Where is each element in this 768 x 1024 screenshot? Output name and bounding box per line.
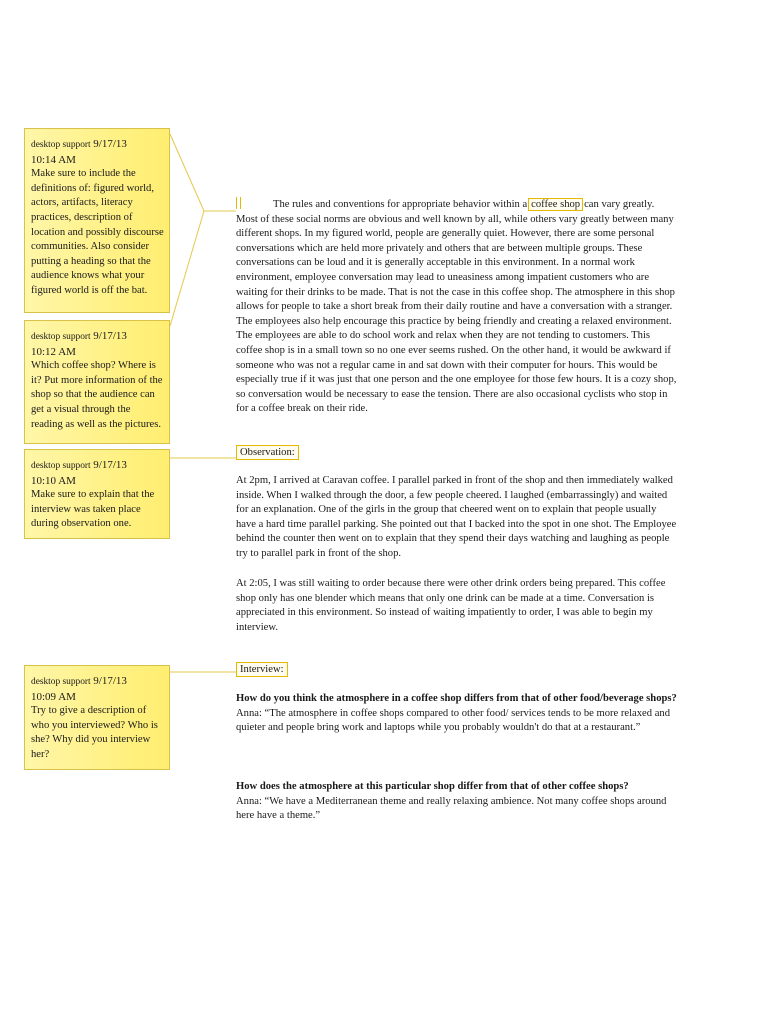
comment-header: [31, 458, 164, 474]
comment-connector-1: [170, 134, 236, 211]
comment-anchor-marker: [236, 197, 241, 209]
comment-time: 10:14 AM: [31, 153, 76, 166]
comment-text: Try to give a description of who you interviewed? Who is she? Why did you interview her?: [31, 705, 158, 760]
comment-date: 9/17/13: [93, 138, 127, 150]
comment-header: [31, 329, 164, 345]
comment-balloon[interactable]: [24, 320, 170, 444]
highlighted-text[interactable]: coffee shop: [528, 198, 583, 211]
intro-text-after: can vary greatly. Most of these social norms are obvious and well known by all, while others vary greatly between many different shops. In my figured world, people are generally quiet. However, there are some personal conversations which are held more privately and others that are between multiple groups. These conversations can be loud and it is generally acceptable in this environment. In a normal work environment, employee conversation may lead to uneasiness among impatient customers who are waiting for their drinks to be made. That is not the case in this coffee shop. The atmosphere in this shop allows for people to take a short break from their daily routine and have a conversation with a stranger. The employees also help encourage this practice by being friendly and creating a relaxed environment. The employees are able to do school work and relax when they are not tending to customers. This coffee shop is in a small town so no one ever seems rushed. On the other hand, it would be awkward if someone who was not a regular came in and sat down with their computer for hours. This would be especially true if it was just that one person and the one employee for those few hours. It is a cozy shop, so conversation would be necessary to ease the tension. There are also occasional cyclists who stop in for a coffee break on their ride.: [236, 199, 677, 415]
interview-answer: Anna: “We have a Mediterranean theme and really relaxing ambience. Not many coffee shops around here have a theme.”: [236, 795, 667, 822]
observation-paragraph-2: At 2:05, I was still waiting to order because there were other drink orders being prepared. This coffee shop only has one blender which means that only one drink can be made at a time. Conversation is appreciated in this environment. So instead of waiting impatiently to order, I was able to begin my interview.: [236, 578, 666, 633]
interview-heading[interactable]: Interview:: [236, 662, 288, 677]
comment-text: Make sure to explain that the interview was taken place during observation one.: [31, 489, 155, 530]
comment-time: 10:12 AM: [31, 345, 76, 358]
comment-time: 10:09 AM: [31, 690, 76, 703]
comment-header: [31, 674, 164, 690]
comment-date: 9/17/13: [93, 330, 127, 342]
comment-author: desktop support: [31, 140, 91, 150]
interview-qa-2: [236, 780, 678, 824]
observation-heading[interactable]: Observation:: [236, 445, 299, 460]
comment-date: 9/17/13: [93, 459, 127, 471]
observation-paragraph-1: At 2pm, I arrived at Caravan coffee. I parallel parked in front of the shop and then immediately walked inside. When I walked through the door, a few people cheered. I laughed (embarrassingly) and waited for an explanation. One of the girls in the group that cheered went on to explain that people usually have a hard time parallel parking. She pointed out that I backed into the spot in one shot. The Employee behind the counter then went on to explain that they spend their days watching and laughing as people try to parallel park in front of the shop.: [236, 475, 677, 559]
interview-qa-1: [236, 692, 678, 736]
comment-balloon[interactable]: [24, 449, 170, 539]
comment-author: desktop support: [31, 332, 91, 342]
comment-author: desktop support: [31, 461, 91, 471]
comment-balloon[interactable]: [24, 128, 170, 313]
comment-header: [31, 137, 164, 153]
comment-text: Which coffee shop? Where is it? Put more information of the shop so that the audience can get a visual through the reading as well as the pictures.: [31, 360, 163, 430]
interview-question: How do you think the atmosphere in a coffee shop differs from that of other food/beverage shops?: [236, 693, 677, 704]
comment-connector-2: [170, 211, 204, 326]
intro-paragraph: [236, 197, 678, 417]
comment-author: desktop support: [31, 677, 91, 687]
interview-question: How does the atmosphere at this particular shop differ from that of other coffee shops?: [236, 781, 629, 792]
interview-answer: Anna: “The atmosphere in coffee shops compared to other food/ services tends to be more relaxed and quieter and people bring work and laptops while you probably wouldn't do that at a restaurant.”: [236, 707, 670, 734]
comment-text: Make sure to include the definitions of: figured world, actors, artifacts, literacy practices, description of location and possibly discourse communities. Also consider putting a heading so that the audience knows what your figured world is off the bat.: [31, 168, 164, 296]
comment-date: 9/17/13: [93, 675, 127, 687]
intro-text-before: The rules and conventions for appropriate behavior within a: [273, 199, 528, 210]
comment-time: 10:10 AM: [31, 474, 76, 487]
comment-balloon[interactable]: [24, 665, 170, 770]
